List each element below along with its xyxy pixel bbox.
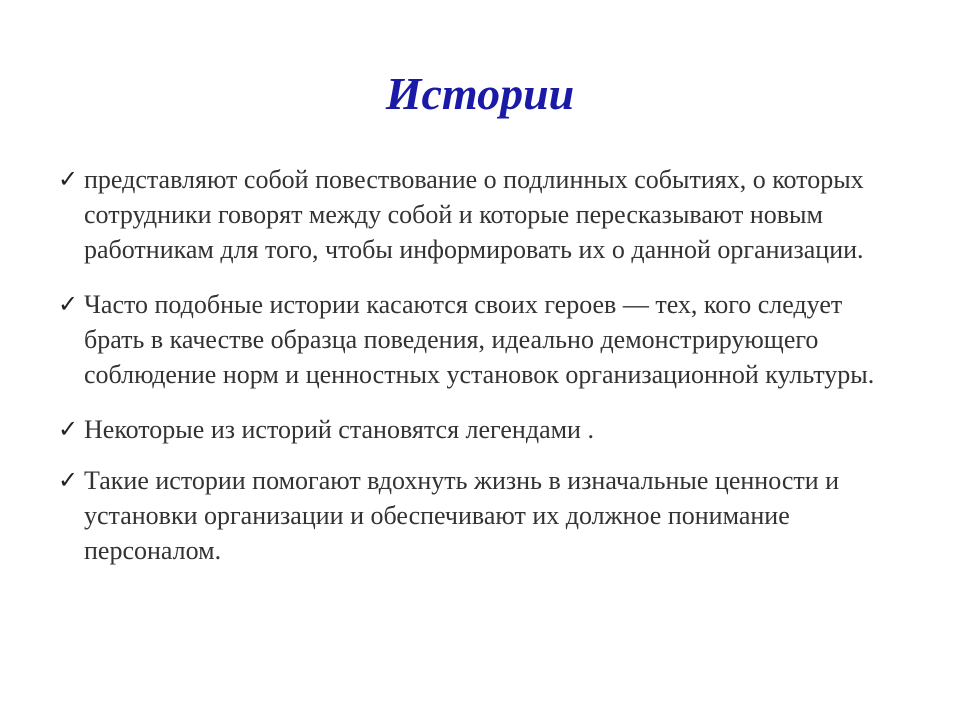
bullet-item xyxy=(58,162,908,267)
bullet-text: Такие истории помогают вдохнуть жизнь в изначальные ценности и установки организации и обеспечивают их должное понимание персоналом. xyxy=(84,466,840,565)
checkmark-icon: ✓ xyxy=(58,165,79,193)
checkmark-icon: ✓ xyxy=(58,466,79,494)
checkmark-icon: ✓ xyxy=(58,290,79,318)
bullet-item xyxy=(58,287,908,392)
bullet-text: Некоторые из историй становятся легендами . xyxy=(84,415,594,444)
bullet-item xyxy=(58,412,908,447)
bullet-list xyxy=(58,162,908,588)
checkmark-icon: ✓ xyxy=(58,415,79,443)
bullet-text: представляют собой повествование о подлинных событиях, о которых сотрудники говорят между собой и которые пересказывают новым работникам для того, чтобы информировать их о данной организации. xyxy=(84,165,864,264)
slide-title: Истории xyxy=(385,68,575,119)
bullet-item xyxy=(58,463,908,568)
bullet-text: Часто подобные истории касаются своих героев — тех, кого следует брать в качестве образца поведения, идеально демонстрирующего соблюдение норм и ценностных установок организационной культуры. xyxy=(84,290,875,389)
